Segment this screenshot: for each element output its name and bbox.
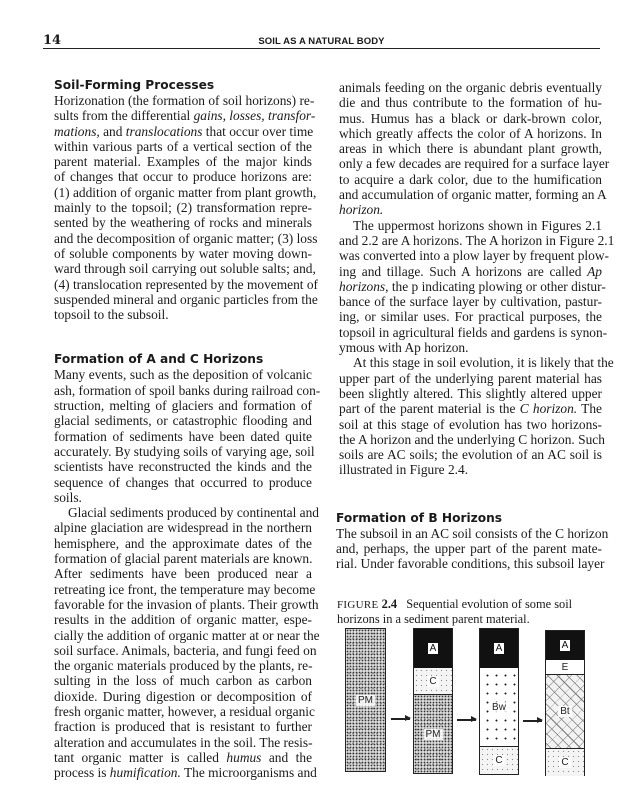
layer-a [414,629,452,668]
section-heading-a-c-horizons: Formation of A and C Horizons [54,352,264,367]
figure-caption [337,597,617,626]
text-line: and 2.2 are A horizons. The A horizon in Figure 2.1 [339,232,615,248]
text-line: dioxide. During digestion or decomposition of [54,688,312,704]
text-line: and accumulation of organic matter, forming an A [339,187,607,203]
text-line: to acquire a dark color, due to the humification [339,171,602,187]
text-line: mainly to the topsoil; (2) transformation repre- [54,200,312,216]
soil-profile-stage-3 [479,628,519,775]
paragraph-a-c-2 [54,505,320,781]
text-line: rial. Under favorable conditions, this subsoil layer [336,556,605,572]
text-line: mus. Humus has a black or dark-brown color, [339,110,602,126]
right-column [336,80,615,572]
paragraph-c-horizon [339,355,614,478]
layer-label: PM [358,694,373,706]
layer-a [480,629,518,668]
figure-label: FIGURE [337,599,379,611]
text-line: areas in which there is abundant plant growth, [339,141,602,157]
arrow-icon [523,720,542,722]
running-title: SOIL AS A NATURAL BODY [258,36,385,47]
soil-profile-stage-2 [413,628,453,774]
text-line: ymous with Ap horizon. [339,340,469,356]
text-line: retreating ice front, the temperature may become [54,581,316,597]
text-line: Horizonation (the formation of soil horizons) re- [54,93,315,108]
paragraph-ap-horizons [339,217,615,356]
layer-label: A [493,642,506,655]
text-line: glacial sediments, or catastrophic flooding and [54,413,312,429]
text-line: Glacial sediments produced by continental and [68,505,319,521]
text-line: horizon. [339,202,384,218]
text-line: alteration and accumulates in the soil. The resis- [54,734,313,750]
text-line: tant organic matter is called humus and the [54,749,313,765]
text-line: The uppermost horizons shown in Figures 2.1 [353,217,602,233]
layer-label: Bt [560,706,570,717]
text-line: the A horizon and the underlying C horizon. Such [339,431,605,447]
layer-pm [346,629,385,771]
text-line: animals feeding on the organic debris eventually [339,80,602,95]
section-heading-b-horizons: Formation of B Horizons [336,510,503,525]
soil-profile-stage-4 [545,630,585,776]
layer-c [480,746,518,774]
text-line: hemisphere, and the approximate dates of the [54,535,312,551]
layer-label: C [495,755,503,766]
text-line: The subsoil in an AC soil consists of the C horizon [336,525,609,541]
text-line: formation of sediments have been dated quite [54,428,312,444]
text-line: sequence of changes that occurred to produce [54,474,312,490]
layer-label: A [559,639,572,652]
left-column [54,78,321,781]
text-line: part of the parent material is the C horizon. The [339,401,602,417]
layer-a [546,631,584,660]
soil-profile-stage-1 [345,628,386,772]
arrow-icon [457,719,476,721]
text-line: (1) addition of organic matter from plant growth, [54,184,317,200]
text-line: topsoil in agricultural fields and gardens is synon- [339,324,608,340]
layer-e [546,660,584,675]
text-line: sented by the weathering of rocks and minerals [54,215,312,231]
text-line: and, perhaps, the upper part of the parent mate- [336,541,602,557]
text-line: suspended mineral and organic particles from the [54,291,318,307]
layer-bt [546,675,584,748]
text-line: die and thus contribute to the formation of hu- [339,95,602,111]
layer-c [546,748,584,776]
text-line: of soluble components by water moving down- [54,245,312,261]
text-line: formation of glacial parent materials are known. [54,551,313,567]
text-line: sults from the differential gains, losses, transfor- [54,108,316,124]
text-line: which greatly affects the color of A horizons. In [339,125,602,141]
text-line: only a few decades are required for a surface layer [339,156,610,172]
paragraph-b-horizons [336,525,609,572]
text-line: sulting in the loss of much carbon as carbon [54,673,312,689]
text-line: soil surface. Animals, bacteria, and fungi feed on [54,642,317,658]
text-line: ward through soil carrying out soluble salts; and, [54,261,316,277]
text-line: illustrated in Figure 2.4. [339,462,469,478]
arrow-icon [391,718,410,720]
text-line: soils are AC soils; the evolution of an AC soil is [339,447,602,463]
text-line: process is humification. The microorganisms and [54,765,317,781]
text-line: ing and tillage. Such A horizons are called Ap [339,263,602,279]
text-line: the organic materials produced by the plants, re- [54,658,313,674]
figure-caption-text: Sequential evolution of some soil horizons in a sediment parent material. [337,597,573,626]
text-line: scientists have reconstructed the kinds and the [54,459,312,475]
text-line: topsoil to the subsoil. [54,307,169,323]
text-line: been slightly altered. This slightly altered upper [339,385,602,401]
text-line: results in the addition of organic matter, espe- [54,612,312,628]
text-line: mations, and translocations that occur over time [54,123,314,139]
layer-bw [480,668,518,746]
text-line: horizons, the p indicating plowing or other distur- [339,278,606,294]
layer-label: E [561,661,569,673]
text-line: bance of the surface layer by cultivation, pastur- [339,294,602,310]
text-line: Many events, such as the deposition of volcanic [54,367,312,383]
layer-label: PM [425,728,441,740]
layer-label: A [427,642,440,655]
text-line: alpine glaciation are widespread in the northern [54,520,312,536]
paragraph-a-c-1 [54,367,321,505]
paragraph-humus [339,80,610,218]
layer-label: C [561,757,569,768]
text-line: upper part of the underlying parent material has [339,370,602,386]
text-line: ash, formation of spoil banks during railroad con- [54,382,321,398]
text-line: and the decomposition of organic matter; (3) loss [54,230,318,246]
text-line: favorable for the invasion of plants. Their growth [54,596,319,612]
text-line: cially the addition of organic matter at or near the [54,627,320,643]
text-line: After sediments have been produced near a [54,566,312,582]
text-line: (4) translocation represented by the movement of [54,276,319,292]
text-line: fresh organic matter, however, a residual organic [54,703,315,719]
text-line: ing, or similar uses. For practical purposes, the [339,309,602,325]
text-line: parent material. Examples of the major kinds [54,154,312,170]
section-heading-soil-forming-processes: Soil-Forming Processes [54,78,215,92]
text-line: fraction is produced that is resistant to further [54,719,312,735]
text-line: of changes that occur to produce horizons are: [54,169,312,185]
text-line: within various parts of a vertical section of the [54,138,312,154]
layer-pm [414,694,452,773]
paragraph-soil-forming [54,93,319,323]
text-line: soil at this stage of evolution has two horizons- [339,416,602,432]
text-line: was converted into a plow layer by frequent plow- [339,248,609,264]
page-number: 14 [43,33,62,48]
page-header [43,34,600,49]
figure-number: 2.4 [381,597,398,611]
layer-c [414,668,452,694]
text-line: At this stage in soil evolution, it is likely that the [353,355,614,371]
text-line: soils. [54,489,82,505]
text-line: accurately. By studying soils of varying age, soil [54,443,315,459]
layer-label: C [429,675,437,687]
text-line: struction, melting of glaciers and formation of [54,398,312,414]
layer-label: Bw [492,701,506,713]
